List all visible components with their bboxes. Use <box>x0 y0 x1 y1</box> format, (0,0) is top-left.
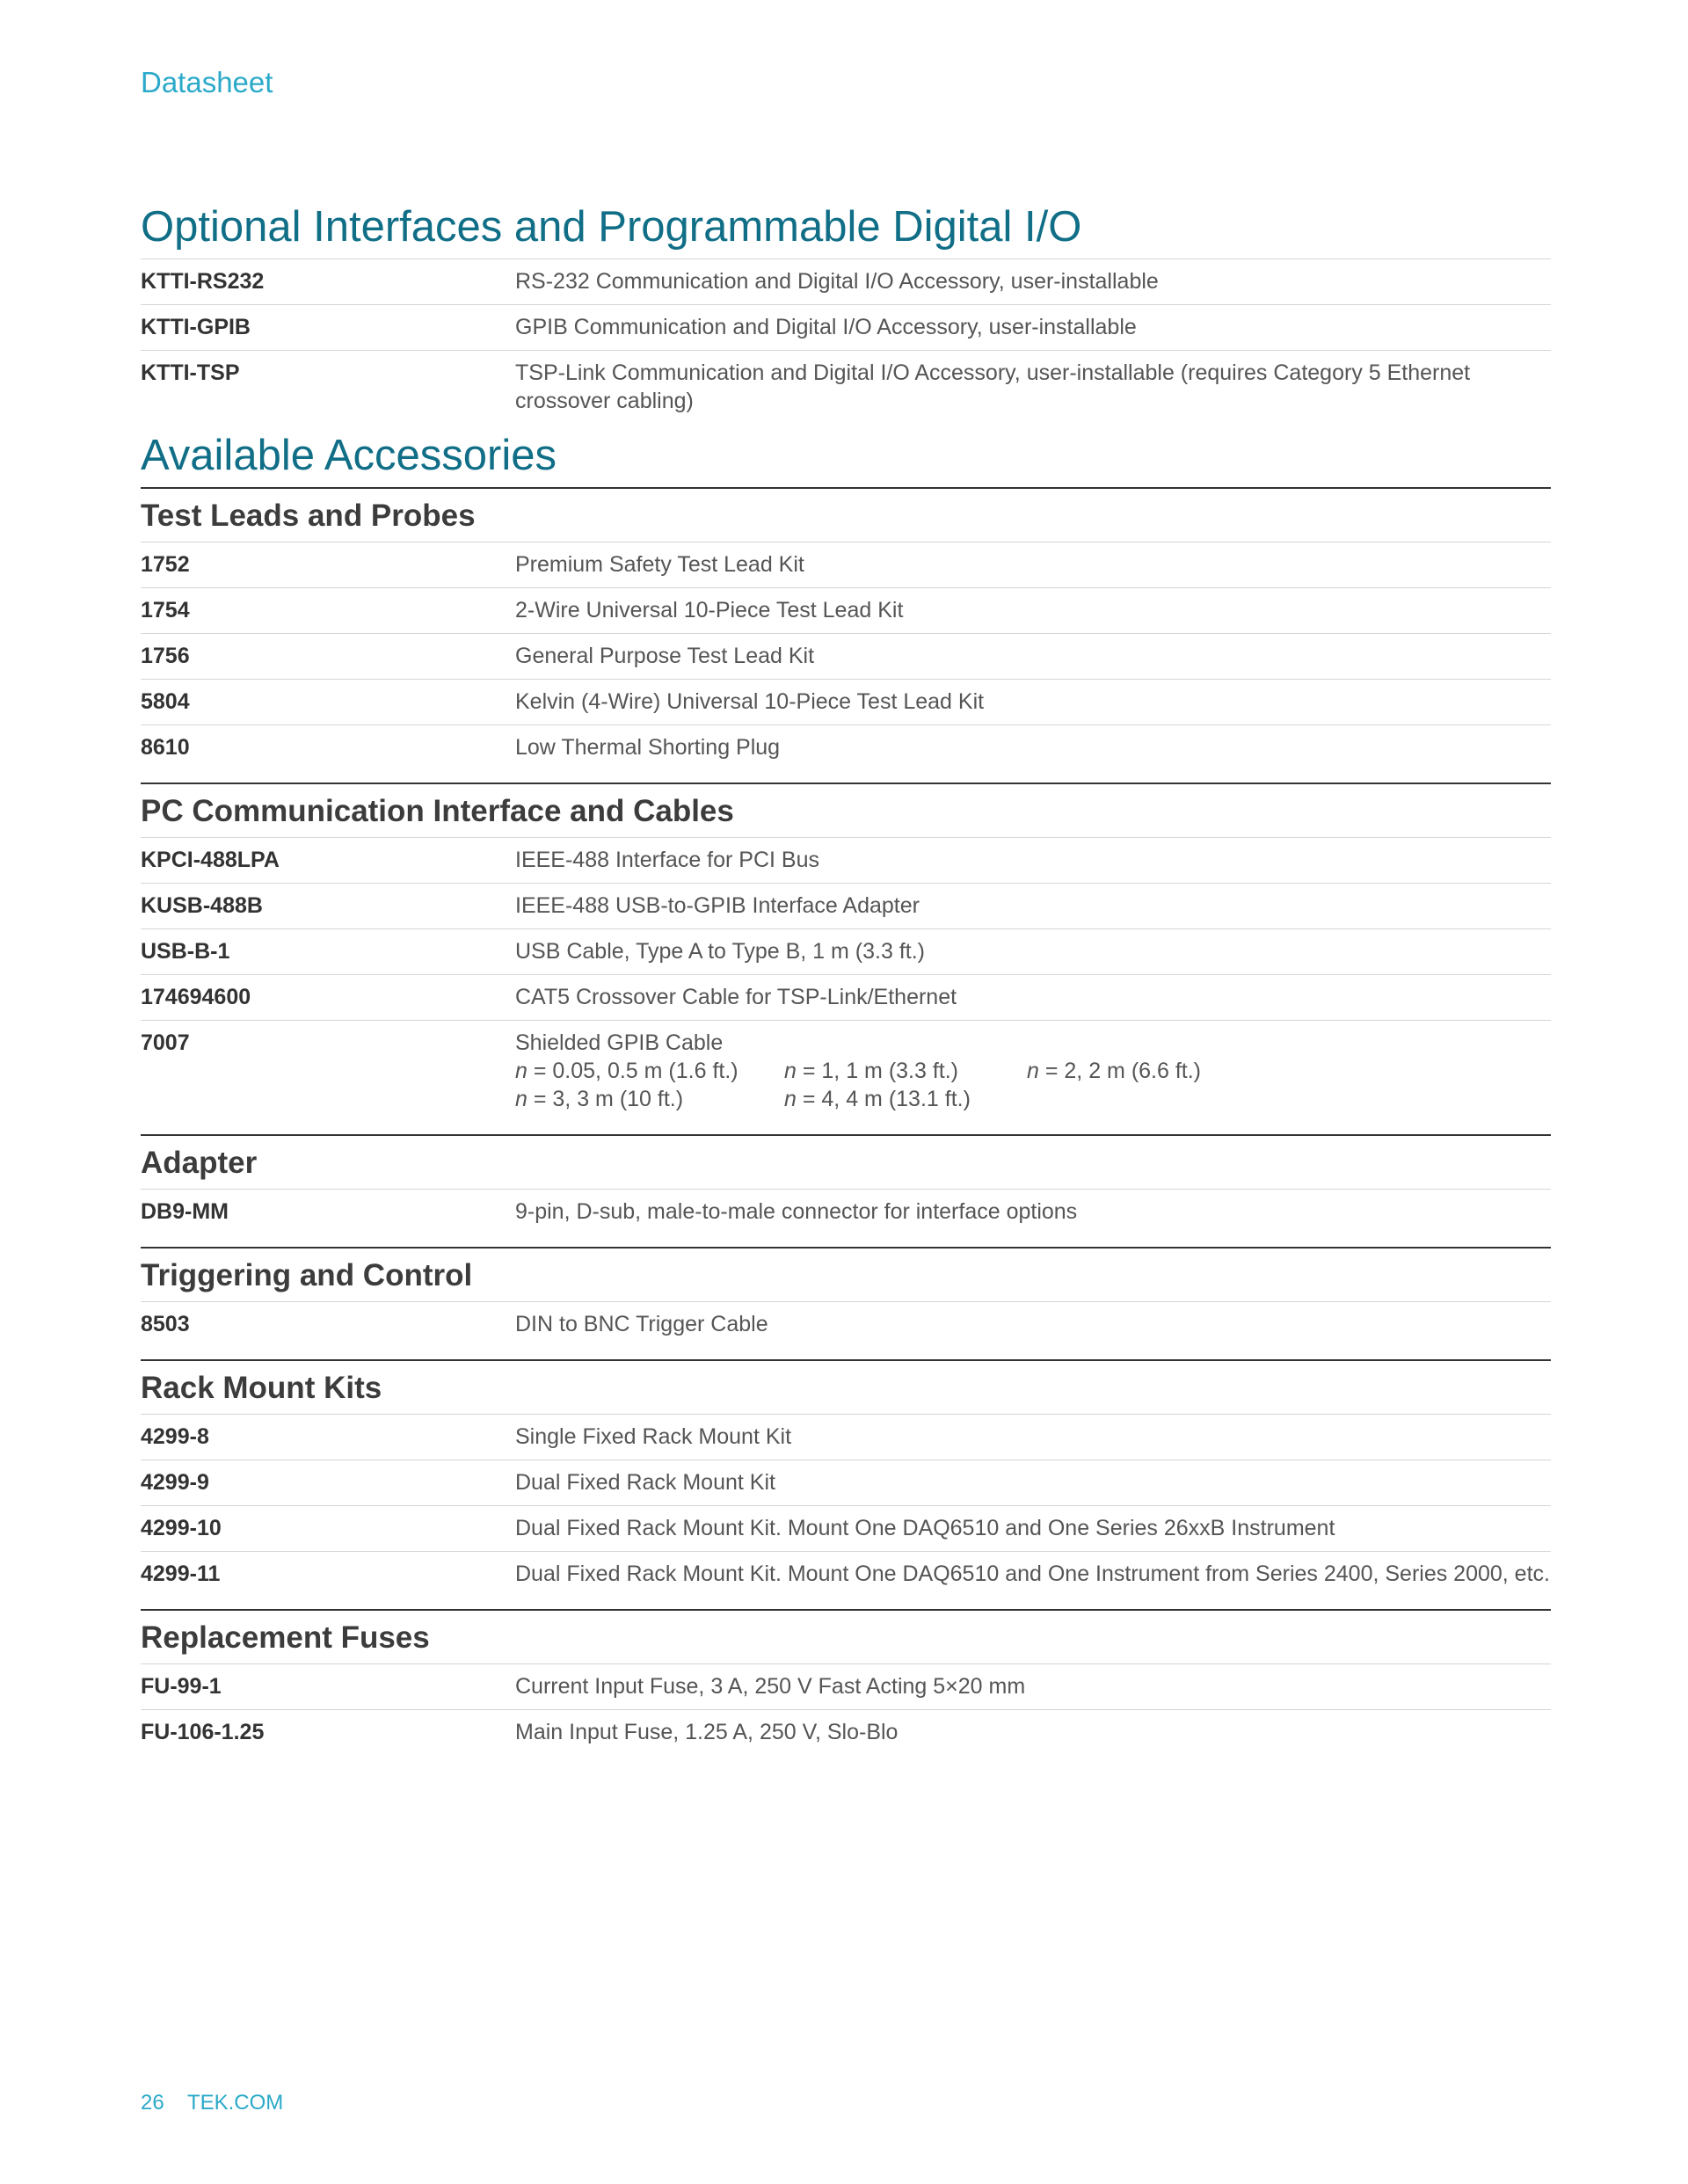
part-description: Kelvin (4-Wire) Universal 10-Piece Test Lead Kit <box>515 689 985 714</box>
part-number: DB9-MM <box>141 1199 229 1224</box>
part-description: Single Fixed Rack Mount Kit <box>515 1424 792 1449</box>
table-row <box>141 1189 1551 1234</box>
part-number: 8610 <box>141 735 190 760</box>
part-description: General Purpose Test Lead Kit <box>515 644 815 668</box>
part-number: USB-B-1 <box>141 939 230 964</box>
accessory-group-fuses <box>141 1609 1551 1755</box>
part-description: IEEE-488 Interface for PCI Bus <box>515 848 819 872</box>
length-option <box>515 1057 784 1085</box>
table-row <box>141 928 1551 974</box>
part-description: 9-pin, D-sub, male-to-male connector for interface options <box>515 1199 1078 1224</box>
part-description: Dual Fixed Rack Mount Kit. Mount One DAQ6510 and One Series 26xxB Instrument <box>515 1516 1335 1540</box>
part-description: 2-Wire Universal 10-Piece Test Lead Kit <box>515 598 904 622</box>
table-row <box>141 679 1551 724</box>
table-row <box>141 1709 1551 1755</box>
part-description: GPIB Communication and Digital I/O Accessory, user-installable <box>515 315 1137 339</box>
length-value: = 1, 1 m (3.3 ft.) <box>796 1059 959 1083</box>
part-number: KPCI-488LPA <box>141 848 280 872</box>
table-row <box>141 258 1551 304</box>
table-row <box>141 1663 1551 1709</box>
group-heading: Rack Mount Kits <box>141 1371 382 1405</box>
part-description: Low Thermal Shorting Plug <box>515 735 781 760</box>
part-description: DIN to BNC Trigger Cable <box>515 1312 768 1336</box>
table-row <box>141 1551 1551 1597</box>
accessories-title: Available Accessories <box>141 432 557 479</box>
length-value: = 0.05, 0.5 m (1.6 ft.) <box>527 1059 738 1083</box>
part-number: 1752 <box>141 552 190 577</box>
accessory-group-pc-communication <box>141 783 1551 1122</box>
length-var: n <box>784 1059 797 1083</box>
interfaces-title: Optional Interfaces and Programmable Digital I/O <box>141 203 1082 251</box>
part-number: 4299-8 <box>141 1424 209 1449</box>
length-option <box>784 1057 1027 1085</box>
part-number: 7007 <box>141 1030 190 1055</box>
part-number: 4299-10 <box>141 1516 222 1540</box>
page-content <box>141 195 1551 1755</box>
interfaces-table <box>141 258 1551 424</box>
group-heading: Test Leads and Probes <box>141 499 476 533</box>
accessory-group-adapter <box>141 1134 1551 1234</box>
part-description: Main Input Fuse, 1.25 A, 250 V, Slo-Blo <box>515 1720 899 1744</box>
table-row <box>141 974 1551 1020</box>
part-number: 1756 <box>141 644 190 668</box>
group-heading: Replacement Fuses <box>141 1620 430 1655</box>
page-number: 26 <box>141 2091 164 2115</box>
part-description <box>515 1029 1551 1113</box>
length-var: n <box>784 1087 797 1111</box>
footer-site-link[interactable]: TEK.COM <box>186 2091 284 2115</box>
length-var: n <box>515 1059 528 1083</box>
length-option <box>515 1085 784 1113</box>
part-number: KUSB-488B <box>141 893 263 918</box>
part-description: USB Cable, Type A to Type B, 1 m (3.3 ft.) <box>515 939 925 964</box>
part-number: 4299-11 <box>141 1562 221 1586</box>
length-value: = 3, 3 m (10 ft.) <box>527 1087 684 1111</box>
table-row <box>141 633 1551 679</box>
part-description: TSP-Link Communication and Digital I/O Accessory, user-installable (requires Category 5 Ethernet crossover cabling) <box>515 360 1471 413</box>
length-var: n <box>515 1087 528 1111</box>
part-number: FU-99-1 <box>141 1674 222 1699</box>
part-description: Dual Fixed Rack Mount Kit <box>515 1470 775 1495</box>
cable-title: Shielded GPIB Cable <box>515 1030 724 1055</box>
part-number: 1754 <box>141 598 190 622</box>
part-description: Dual Fixed Rack Mount Kit. Mount One DAQ6510 and One Instrument from Series 2400, Series 2000, etc. <box>515 1562 1550 1586</box>
part-description: IEEE-488 USB-to-GPIB Interface Adapter <box>515 893 920 918</box>
part-number: KTTI-RS232 <box>141 269 265 294</box>
group-heading: PC Communication Interface and Cables <box>141 794 734 828</box>
table-row <box>141 837 1551 883</box>
length-value: = 4, 4 m (13.1 ft.) <box>796 1087 971 1111</box>
part-number: KTTI-GPIB <box>141 315 251 339</box>
length-value: = 2, 2 m (6.6 ft.) <box>1038 1059 1202 1083</box>
table-row <box>141 350 1551 424</box>
part-description: RS-232 Communication and Digital I/O Accessory, user-installable <box>515 269 1159 294</box>
datasheet-label: Datasheet <box>141 66 273 98</box>
table-row <box>141 1414 1551 1460</box>
cable-length-options <box>515 1057 1551 1113</box>
table-row <box>141 883 1551 928</box>
part-description: Premium Safety Test Lead Kit <box>515 552 804 577</box>
part-number: KTTI-TSP <box>141 360 240 385</box>
part-number: 5804 <box>141 689 190 714</box>
group-heading: Triggering and Control <box>141 1258 473 1292</box>
part-description: Current Input Fuse, 3 A, 250 V Fast Acting 5×20 mm <box>515 1674 1026 1699</box>
accessory-group-triggering <box>141 1247 1551 1347</box>
part-number: 8503 <box>141 1312 190 1336</box>
length-option <box>1027 1057 1551 1085</box>
table-row <box>141 1020 1551 1122</box>
accessory-group-test-leads <box>141 487 1551 770</box>
length-option <box>784 1085 1027 1113</box>
table-row <box>141 1505 1551 1551</box>
table-row <box>141 304 1551 350</box>
part-description: CAT5 Crossover Cable for TSP-Link/Ethernet <box>515 985 957 1009</box>
table-row <box>141 724 1551 770</box>
length-var: n <box>1027 1059 1039 1083</box>
table-row <box>141 587 1551 633</box>
part-number: FU-106-1.25 <box>141 1720 265 1744</box>
group-heading: Adapter <box>141 1146 258 1180</box>
part-number: 4299-9 <box>141 1470 209 1495</box>
table-row <box>141 1301 1551 1347</box>
table-row <box>141 1460 1551 1505</box>
page-footer <box>141 2091 283 2115</box>
table-row <box>141 542 1551 587</box>
accessory-group-rack-mount <box>141 1359 1551 1597</box>
part-number: 174694600 <box>141 985 251 1009</box>
